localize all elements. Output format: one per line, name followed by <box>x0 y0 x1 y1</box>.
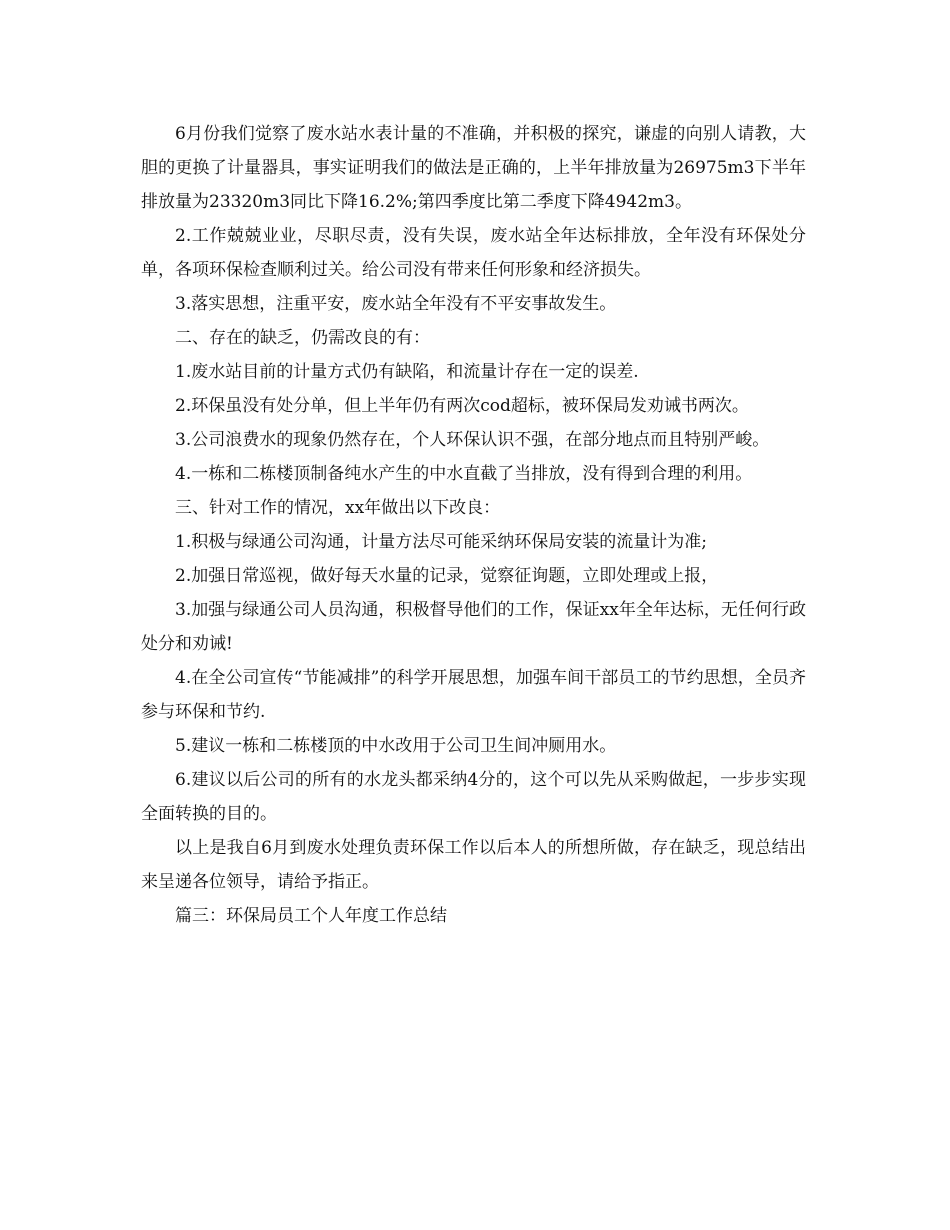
document-body <box>141 117 806 933</box>
paragraph-measurement-improvement: 6月份我们觉察了废水站水表计量的不准确，并积极的探究，谦虚的向别人请教，大胆的更换了计量器具，事实证明我们的做法是正确的，上半年排放量为26975m3下半年排放量为23320m3同比下降16.2%;第四季度比第二季度下降4942m3。 <box>141 124 806 212</box>
paragraph-improvement-6: 6.建议以后公司的所有的水龙头都采纳4分的，这个可以先从采购做起，一步步实现全面转换的目的。 <box>141 770 806 824</box>
paragraph-shortcoming-1: 1.废水站目前的计量方式仍有缺陷，和流量计存在一定的误差. <box>175 362 639 382</box>
paragraph-shortcoming-3: 3.公司浪费水的现象仍然存在，个人环保认识不强，在部分地点而且特别严峻。 <box>175 430 770 450</box>
paragraph-safety-record: 3.落实思想，注重平安，废水站全年没有不平安事故发生。 <box>175 294 617 314</box>
paragraph-improvement-2: 2.加强日常巡视，做好每天水量的记录，觉察征询题，立即处理或上报， <box>175 566 719 586</box>
paragraph-improvement-5: 5.建议一栋和二栋楼顶的中水改用于公司卫生间冲厕用水。 <box>175 736 617 756</box>
paragraph-shortcoming-2: 2.环保虽没有处分单，但上半年仍有两次cod超标，被环保局发劝诫书两次。 <box>175 396 749 416</box>
section-heading-improvements: 三、针对工作的情况，xx年做出以下改良： <box>175 498 501 518</box>
paragraph-closing: 以上是我自6月到废水处理负责环保工作以后本人的所想所做，存在缺乏，现总结出来呈递各位领导，请给予指正。 <box>141 838 806 892</box>
section-heading-shortcomings: 二、存在的缺乏，仍需改良的有： <box>175 328 430 348</box>
paragraph-improvement-4: 4.在全公司宣传“节能减排”的科学开展思想，加强车间干部员工的节约思想，全员齐参与环保和节约. <box>141 668 806 722</box>
paragraph-improvement-1: 1.积极与绿通公司沟通，计量方法尽可能采纳环保局安装的流量计为准; <box>175 532 707 552</box>
section-heading-part-three: 篇三：环保局员工个人年度工作总结 <box>175 906 447 926</box>
paragraph-shortcoming-4: 4.一栋和二栋楼顶制备纯水产生的中水直截了当排放，没有得到合理的利用。 <box>175 464 753 484</box>
paragraph-improvement-3: 3.加强与绿通公司人员沟通，积极督导他们的工作，保证xx年全年达标，无任何行政处分和劝诫! <box>141 600 806 654</box>
paragraph-compliance-record: 2.工作兢兢业业，尽职尽责，没有失误，废水站全年达标排放，全年没有环保处分单，各项环保检查顺利过关。给公司没有带来任何形象和经济损失。 <box>141 226 806 280</box>
